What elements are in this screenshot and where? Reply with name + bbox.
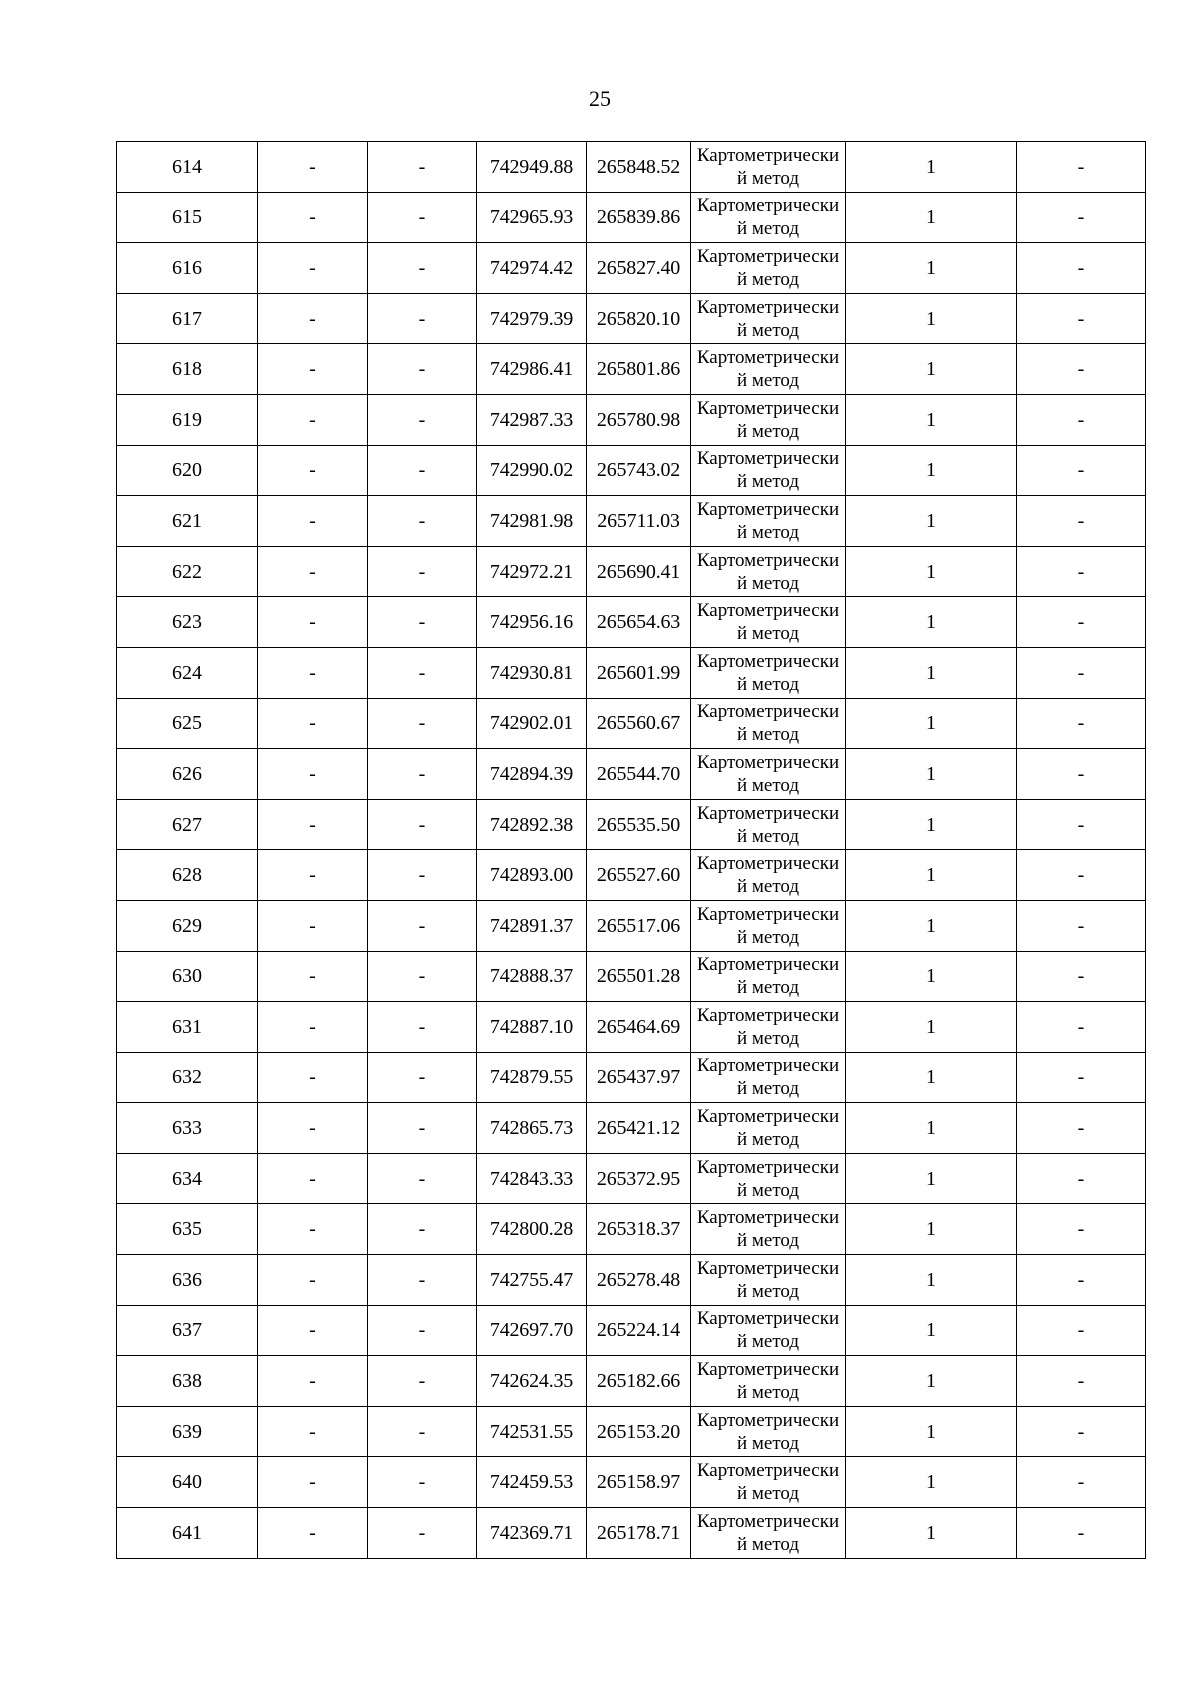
point-number-cell: 622 bbox=[117, 546, 258, 597]
x-coordinate-cell: 742990.02 bbox=[477, 445, 587, 496]
empty-dash-cell: - bbox=[1017, 850, 1146, 901]
empty-dash-cell: - bbox=[258, 850, 368, 901]
accuracy-cell: 1 bbox=[846, 597, 1017, 648]
empty-dash-cell: - bbox=[1017, 445, 1146, 496]
empty-dash-cell: - bbox=[1017, 1406, 1146, 1457]
y-coordinate-cell: 265278.48 bbox=[587, 1255, 691, 1306]
method-cell: Картометрический метод bbox=[691, 698, 846, 749]
empty-dash-cell: - bbox=[258, 293, 368, 344]
accuracy-cell: 1 bbox=[846, 1305, 1017, 1356]
x-coordinate-cell: 742893.00 bbox=[477, 850, 587, 901]
y-coordinate-cell: 265153.20 bbox=[587, 1406, 691, 1457]
point-number-cell: 633 bbox=[117, 1103, 258, 1154]
y-coordinate-cell: 265820.10 bbox=[587, 293, 691, 344]
empty-dash-cell: - bbox=[368, 951, 477, 1002]
empty-dash-cell: - bbox=[1017, 1204, 1146, 1255]
accuracy-cell: 1 bbox=[846, 1457, 1017, 1508]
empty-dash-cell: - bbox=[368, 850, 477, 901]
method-cell: Картометрический метод bbox=[691, 1052, 846, 1103]
empty-dash-cell: - bbox=[368, 394, 477, 445]
point-number-cell: 617 bbox=[117, 293, 258, 344]
empty-dash-cell: - bbox=[368, 243, 477, 294]
accuracy-cell: 1 bbox=[846, 1002, 1017, 1053]
y-coordinate-cell: 265372.95 bbox=[587, 1153, 691, 1204]
method-cell: Картометрический метод bbox=[691, 1356, 846, 1407]
accuracy-cell: 1 bbox=[846, 293, 1017, 344]
y-coordinate-cell: 265560.67 bbox=[587, 698, 691, 749]
point-number-cell: 614 bbox=[117, 142, 258, 193]
accuracy-cell: 1 bbox=[846, 496, 1017, 547]
x-coordinate-cell: 742755.47 bbox=[477, 1255, 587, 1306]
method-cell: Картометрический метод bbox=[691, 394, 846, 445]
accuracy-cell: 1 bbox=[846, 546, 1017, 597]
method-cell: Картометрический метод bbox=[691, 799, 846, 850]
method-cell: Картометрический метод bbox=[691, 344, 846, 395]
empty-dash-cell: - bbox=[1017, 344, 1146, 395]
empty-dash-cell: - bbox=[258, 243, 368, 294]
accuracy-cell: 1 bbox=[846, 142, 1017, 193]
method-cell: Картометрический метод bbox=[691, 1508, 846, 1559]
empty-dash-cell: - bbox=[1017, 142, 1146, 193]
accuracy-cell: 1 bbox=[846, 1508, 1017, 1559]
point-number-cell: 632 bbox=[117, 1052, 258, 1103]
table-body bbox=[117, 142, 1146, 1559]
x-coordinate-cell: 742972.21 bbox=[477, 546, 587, 597]
table-row bbox=[117, 698, 1146, 749]
empty-dash-cell: - bbox=[1017, 1002, 1146, 1053]
point-number-cell: 634 bbox=[117, 1153, 258, 1204]
y-coordinate-cell: 265535.50 bbox=[587, 799, 691, 850]
x-coordinate-cell: 742965.93 bbox=[477, 192, 587, 243]
empty-dash-cell: - bbox=[1017, 192, 1146, 243]
point-number-cell: 641 bbox=[117, 1508, 258, 1559]
empty-dash-cell: - bbox=[368, 1153, 477, 1204]
table-row bbox=[117, 900, 1146, 951]
x-coordinate-cell: 742986.41 bbox=[477, 344, 587, 395]
y-coordinate-cell: 265654.63 bbox=[587, 597, 691, 648]
table-row bbox=[117, 1255, 1146, 1306]
x-coordinate-cell: 742865.73 bbox=[477, 1103, 587, 1154]
empty-dash-cell: - bbox=[1017, 1457, 1146, 1508]
x-coordinate-cell: 742624.35 bbox=[477, 1356, 587, 1407]
empty-dash-cell: - bbox=[258, 749, 368, 800]
accuracy-cell: 1 bbox=[846, 698, 1017, 749]
point-number-cell: 629 bbox=[117, 900, 258, 951]
method-cell: Картометрический метод bbox=[691, 1153, 846, 1204]
method-cell: Картометрический метод bbox=[691, 597, 846, 648]
x-coordinate-cell: 742459.53 bbox=[477, 1457, 587, 1508]
empty-dash-cell: - bbox=[368, 698, 477, 749]
empty-dash-cell: - bbox=[368, 445, 477, 496]
empty-dash-cell: - bbox=[368, 1406, 477, 1457]
table-row bbox=[117, 1406, 1146, 1457]
method-cell: Картометрический метод bbox=[691, 1204, 846, 1255]
y-coordinate-cell: 265527.60 bbox=[587, 850, 691, 901]
empty-dash-cell: - bbox=[258, 698, 368, 749]
accuracy-cell: 1 bbox=[846, 243, 1017, 294]
empty-dash-cell: - bbox=[258, 951, 368, 1002]
empty-dash-cell: - bbox=[1017, 1103, 1146, 1154]
y-coordinate-cell: 265421.12 bbox=[587, 1103, 691, 1154]
y-coordinate-cell: 265544.70 bbox=[587, 749, 691, 800]
point-number-cell: 637 bbox=[117, 1305, 258, 1356]
empty-dash-cell: - bbox=[368, 1002, 477, 1053]
method-cell: Картометрический метод bbox=[691, 1103, 846, 1154]
empty-dash-cell: - bbox=[1017, 1255, 1146, 1306]
point-number-cell: 630 bbox=[117, 951, 258, 1002]
y-coordinate-cell: 265801.86 bbox=[587, 344, 691, 395]
empty-dash-cell: - bbox=[258, 1052, 368, 1103]
accuracy-cell: 1 bbox=[846, 799, 1017, 850]
method-cell: Картометрический метод bbox=[691, 951, 846, 1002]
empty-dash-cell: - bbox=[1017, 900, 1146, 951]
empty-dash-cell: - bbox=[368, 1356, 477, 1407]
empty-dash-cell: - bbox=[258, 142, 368, 193]
accuracy-cell: 1 bbox=[846, 1255, 1017, 1306]
table-row bbox=[117, 1204, 1146, 1255]
accuracy-cell: 1 bbox=[846, 1153, 1017, 1204]
table-row bbox=[117, 293, 1146, 344]
y-coordinate-cell: 265711.03 bbox=[587, 496, 691, 547]
empty-dash-cell: - bbox=[1017, 951, 1146, 1002]
method-cell: Картометрический метод bbox=[691, 496, 846, 547]
method-cell: Картометрический метод bbox=[691, 1002, 846, 1053]
accuracy-cell: 1 bbox=[846, 951, 1017, 1002]
empty-dash-cell: - bbox=[1017, 647, 1146, 698]
table-row bbox=[117, 749, 1146, 800]
empty-dash-cell: - bbox=[368, 1103, 477, 1154]
empty-dash-cell: - bbox=[1017, 293, 1146, 344]
empty-dash-cell: - bbox=[258, 394, 368, 445]
empty-dash-cell: - bbox=[368, 749, 477, 800]
table-row bbox=[117, 1305, 1146, 1356]
point-number-cell: 631 bbox=[117, 1002, 258, 1053]
empty-dash-cell: - bbox=[1017, 546, 1146, 597]
accuracy-cell: 1 bbox=[846, 1103, 1017, 1154]
y-coordinate-cell: 265517.06 bbox=[587, 900, 691, 951]
y-coordinate-cell: 265827.40 bbox=[587, 243, 691, 294]
empty-dash-cell: - bbox=[368, 799, 477, 850]
method-cell: Картометрический метод bbox=[691, 850, 846, 901]
x-coordinate-cell: 742974.42 bbox=[477, 243, 587, 294]
table-row bbox=[117, 1002, 1146, 1053]
y-coordinate-cell: 265501.28 bbox=[587, 951, 691, 1002]
table-row bbox=[117, 850, 1146, 901]
point-number-cell: 625 bbox=[117, 698, 258, 749]
accuracy-cell: 1 bbox=[846, 647, 1017, 698]
x-coordinate-cell: 742894.39 bbox=[477, 749, 587, 800]
empty-dash-cell: - bbox=[368, 293, 477, 344]
empty-dash-cell: - bbox=[258, 1153, 368, 1204]
empty-dash-cell: - bbox=[1017, 1508, 1146, 1559]
empty-dash-cell: - bbox=[258, 344, 368, 395]
accuracy-cell: 1 bbox=[846, 1204, 1017, 1255]
table-row bbox=[117, 445, 1146, 496]
x-coordinate-cell: 742892.38 bbox=[477, 799, 587, 850]
empty-dash-cell: - bbox=[258, 496, 368, 547]
empty-dash-cell: - bbox=[258, 1002, 368, 1053]
y-coordinate-cell: 265224.14 bbox=[587, 1305, 691, 1356]
table-row bbox=[117, 1356, 1146, 1407]
point-number-cell: 638 bbox=[117, 1356, 258, 1407]
table-row bbox=[117, 394, 1146, 445]
x-coordinate-cell: 742979.39 bbox=[477, 293, 587, 344]
point-number-cell: 619 bbox=[117, 394, 258, 445]
table-row bbox=[117, 647, 1146, 698]
table-row bbox=[117, 597, 1146, 648]
y-coordinate-cell: 265464.69 bbox=[587, 1002, 691, 1053]
empty-dash-cell: - bbox=[368, 496, 477, 547]
method-cell: Картометрический метод bbox=[691, 647, 846, 698]
empty-dash-cell: - bbox=[258, 1406, 368, 1457]
empty-dash-cell: - bbox=[368, 142, 477, 193]
y-coordinate-cell: 265780.98 bbox=[587, 394, 691, 445]
x-coordinate-cell: 742987.33 bbox=[477, 394, 587, 445]
y-coordinate-cell: 265690.41 bbox=[587, 546, 691, 597]
point-number-cell: 615 bbox=[117, 192, 258, 243]
empty-dash-cell: - bbox=[368, 647, 477, 698]
empty-dash-cell: - bbox=[1017, 1153, 1146, 1204]
method-cell: Картометрический метод bbox=[691, 142, 846, 193]
empty-dash-cell: - bbox=[258, 1255, 368, 1306]
table-row bbox=[117, 1052, 1146, 1103]
empty-dash-cell: - bbox=[368, 900, 477, 951]
empty-dash-cell: - bbox=[1017, 749, 1146, 800]
accuracy-cell: 1 bbox=[846, 344, 1017, 395]
y-coordinate-cell: 265318.37 bbox=[587, 1204, 691, 1255]
x-coordinate-cell: 742902.01 bbox=[477, 698, 587, 749]
y-coordinate-cell: 265848.52 bbox=[587, 142, 691, 193]
accuracy-cell: 1 bbox=[846, 900, 1017, 951]
accuracy-cell: 1 bbox=[846, 394, 1017, 445]
empty-dash-cell: - bbox=[368, 1255, 477, 1306]
point-number-cell: 621 bbox=[117, 496, 258, 547]
x-coordinate-cell: 742888.37 bbox=[477, 951, 587, 1002]
empty-dash-cell: - bbox=[258, 1103, 368, 1154]
y-coordinate-cell: 265437.97 bbox=[587, 1052, 691, 1103]
accuracy-cell: 1 bbox=[846, 192, 1017, 243]
table-row bbox=[117, 546, 1146, 597]
empty-dash-cell: - bbox=[1017, 243, 1146, 294]
y-coordinate-cell: 265158.97 bbox=[587, 1457, 691, 1508]
empty-dash-cell: - bbox=[368, 1204, 477, 1255]
point-number-cell: 636 bbox=[117, 1255, 258, 1306]
accuracy-cell: 1 bbox=[846, 445, 1017, 496]
coordinates-table bbox=[116, 141, 1146, 1559]
x-coordinate-cell: 742887.10 bbox=[477, 1002, 587, 1053]
x-coordinate-cell: 742697.70 bbox=[477, 1305, 587, 1356]
empty-dash-cell: - bbox=[1017, 394, 1146, 445]
y-coordinate-cell: 265743.02 bbox=[587, 445, 691, 496]
empty-dash-cell: - bbox=[258, 900, 368, 951]
point-number-cell: 616 bbox=[117, 243, 258, 294]
accuracy-cell: 1 bbox=[846, 749, 1017, 800]
empty-dash-cell: - bbox=[1017, 1052, 1146, 1103]
table-row bbox=[117, 1103, 1146, 1154]
empty-dash-cell: - bbox=[258, 1457, 368, 1508]
empty-dash-cell: - bbox=[368, 597, 477, 648]
empty-dash-cell: - bbox=[1017, 799, 1146, 850]
empty-dash-cell: - bbox=[1017, 698, 1146, 749]
table-row bbox=[117, 344, 1146, 395]
table-row bbox=[117, 951, 1146, 1002]
method-cell: Картометрический метод bbox=[691, 546, 846, 597]
method-cell: Картометрический метод bbox=[691, 1305, 846, 1356]
x-coordinate-cell: 742956.16 bbox=[477, 597, 587, 648]
empty-dash-cell: - bbox=[1017, 1356, 1146, 1407]
empty-dash-cell: - bbox=[258, 546, 368, 597]
table-row bbox=[117, 1153, 1146, 1204]
empty-dash-cell: - bbox=[368, 1508, 477, 1559]
empty-dash-cell: - bbox=[368, 1052, 477, 1103]
point-number-cell: 623 bbox=[117, 597, 258, 648]
method-cell: Картометрический метод bbox=[691, 1406, 846, 1457]
accuracy-cell: 1 bbox=[846, 1406, 1017, 1457]
x-coordinate-cell: 742800.28 bbox=[477, 1204, 587, 1255]
table-row bbox=[117, 1457, 1146, 1508]
table-row bbox=[117, 799, 1146, 850]
empty-dash-cell: - bbox=[258, 597, 368, 648]
accuracy-cell: 1 bbox=[846, 1052, 1017, 1103]
point-number-cell: 626 bbox=[117, 749, 258, 800]
x-coordinate-cell: 742843.33 bbox=[477, 1153, 587, 1204]
empty-dash-cell: - bbox=[258, 1204, 368, 1255]
x-coordinate-cell: 742891.37 bbox=[477, 900, 587, 951]
x-coordinate-cell: 742531.55 bbox=[477, 1406, 587, 1457]
x-coordinate-cell: 742949.88 bbox=[477, 142, 587, 193]
empty-dash-cell: - bbox=[1017, 496, 1146, 547]
point-number-cell: 640 bbox=[117, 1457, 258, 1508]
method-cell: Картометрический метод bbox=[691, 445, 846, 496]
x-coordinate-cell: 742981.98 bbox=[477, 496, 587, 547]
empty-dash-cell: - bbox=[258, 647, 368, 698]
point-number-cell: 620 bbox=[117, 445, 258, 496]
y-coordinate-cell: 265601.99 bbox=[587, 647, 691, 698]
method-cell: Картометрический метод bbox=[691, 900, 846, 951]
table-row bbox=[117, 1508, 1146, 1559]
table-row bbox=[117, 142, 1146, 193]
empty-dash-cell: - bbox=[368, 546, 477, 597]
x-coordinate-cell: 742930.81 bbox=[477, 647, 587, 698]
method-cell: Картометрический метод bbox=[691, 1255, 846, 1306]
accuracy-cell: 1 bbox=[846, 1356, 1017, 1407]
table-row bbox=[117, 243, 1146, 294]
empty-dash-cell: - bbox=[368, 1305, 477, 1356]
method-cell: Картометрический метод bbox=[691, 1457, 846, 1508]
x-coordinate-cell: 742879.55 bbox=[477, 1052, 587, 1103]
method-cell: Картометрический метод bbox=[691, 749, 846, 800]
table-row bbox=[117, 192, 1146, 243]
empty-dash-cell: - bbox=[258, 1356, 368, 1407]
method-cell: Картометрический метод bbox=[691, 293, 846, 344]
method-cell: Картометрический метод bbox=[691, 243, 846, 294]
accuracy-cell: 1 bbox=[846, 850, 1017, 901]
empty-dash-cell: - bbox=[258, 1305, 368, 1356]
empty-dash-cell: - bbox=[258, 799, 368, 850]
y-coordinate-cell: 265839.86 bbox=[587, 192, 691, 243]
empty-dash-cell: - bbox=[1017, 1305, 1146, 1356]
method-cell: Картометрический метод bbox=[691, 192, 846, 243]
empty-dash-cell: - bbox=[258, 1508, 368, 1559]
page-number: 25 bbox=[589, 86, 611, 111]
x-coordinate-cell: 742369.71 bbox=[477, 1508, 587, 1559]
point-number-cell: 639 bbox=[117, 1406, 258, 1457]
point-number-cell: 628 bbox=[117, 850, 258, 901]
y-coordinate-cell: 265182.66 bbox=[587, 1356, 691, 1407]
empty-dash-cell: - bbox=[258, 445, 368, 496]
empty-dash-cell: - bbox=[1017, 597, 1146, 648]
empty-dash-cell: - bbox=[368, 1457, 477, 1508]
table-row bbox=[117, 496, 1146, 547]
empty-dash-cell: - bbox=[258, 192, 368, 243]
point-number-cell: 627 bbox=[117, 799, 258, 850]
point-number-cell: 635 bbox=[117, 1204, 258, 1255]
y-coordinate-cell: 265178.71 bbox=[587, 1508, 691, 1559]
point-number-cell: 624 bbox=[117, 647, 258, 698]
empty-dash-cell: - bbox=[368, 192, 477, 243]
point-number-cell: 618 bbox=[117, 344, 258, 395]
empty-dash-cell: - bbox=[368, 344, 477, 395]
